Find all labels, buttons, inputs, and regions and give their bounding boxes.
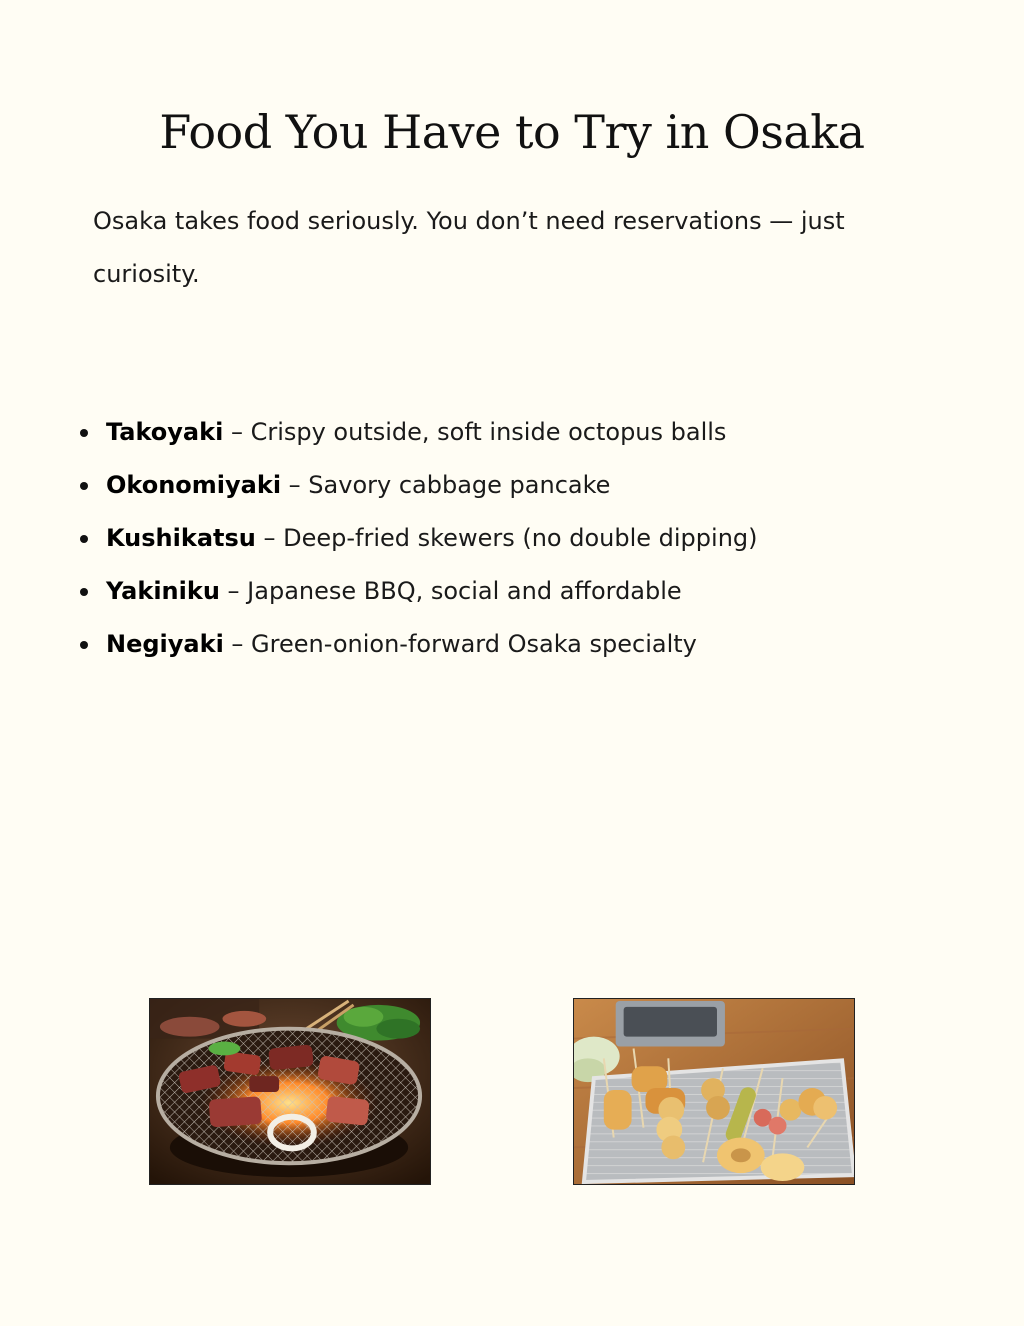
list-item-kushikatsu [0,512,1024,565]
food-name: Takoyaki [106,418,224,446]
bullet-icon [80,429,88,437]
list-item-yakiniku [0,565,1024,618]
yakiniku-grill-illustration [150,999,430,1184]
kushikatsu-skewers-photo [573,998,855,1185]
intro-paragraph: Osaka takes food seriously. You don’t need reservations — just curiosity. [93,207,845,288]
bullet-icon [80,641,88,649]
food-description: – Green-onion-forward Osaka specialty [223,630,697,658]
food-description: – Deep-fried skewers (no double dipping) [255,524,758,552]
bullet-icon [80,482,88,490]
food-description: – Japanese BBQ, social and affordable [219,577,682,605]
food-name: Okonomiyaki [106,471,282,499]
page-title: Food You Have to Try in Osaka [159,105,865,159]
yakiniku-grill-photo [149,998,431,1185]
food-name: Kushikatsu [106,524,256,552]
food-list [0,406,1024,671]
list-item-negiyaki [0,618,1024,671]
food-description: – Savory cabbage pancake [281,471,611,499]
bullet-icon [80,588,88,596]
list-item-okonomiyaki [0,459,1024,512]
food-name: Negiyaki [106,630,224,658]
kushikatsu-skewers-illustration [574,999,854,1184]
bullet-icon [80,535,88,543]
food-description: – Crispy outside, soft inside octopus balls [223,418,727,446]
food-name: Yakiniku [106,577,220,605]
list-item-takoyaki [0,406,1024,459]
